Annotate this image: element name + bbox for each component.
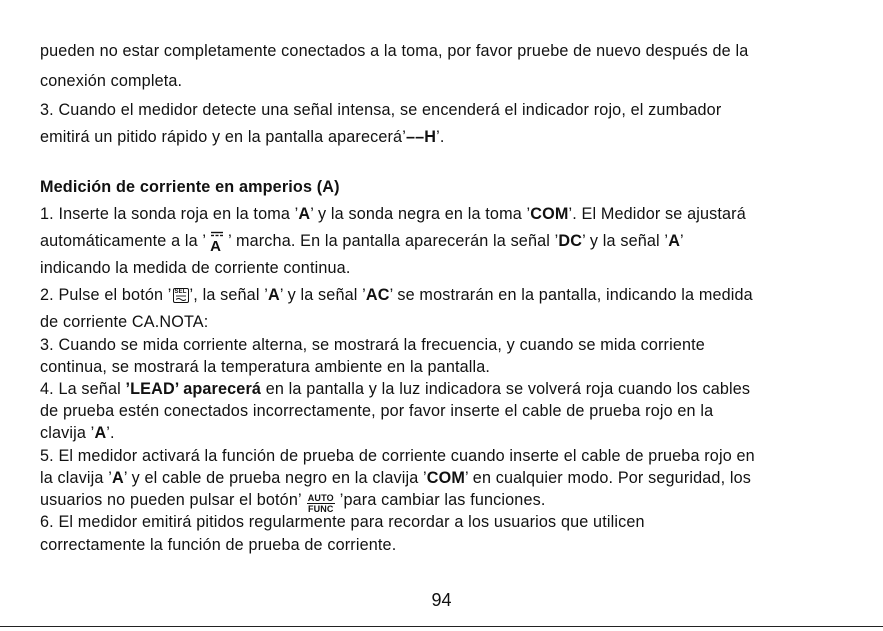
- icon-letter: A: [210, 238, 222, 255]
- text: 5. El medidor activará la función de prueba de corriente cuando inserte el cable de prueba rojo en: [40, 447, 755, 465]
- lead-warning-text: ’LEAD’ aparecerá: [125, 380, 262, 398]
- icon-label: SEL: [174, 289, 187, 295]
- text: ’: [680, 232, 684, 250]
- text: usuarios no pueden pulsar el botón’: [40, 491, 302, 509]
- text: automáticamente a la ’: [40, 232, 207, 250]
- text-line: [40, 423, 115, 443]
- text: ’ y el cable de prueba negro en la clavija ’: [123, 469, 427, 487]
- signal-label: DC: [558, 232, 583, 250]
- text-line: [40, 512, 645, 532]
- text: de prueba estén conectados incorrectamente, por favor inserte el cable de prueba rojo en la: [40, 402, 714, 420]
- text: ’ se mostrarán en la pantalla, indicando la medida: [389, 286, 753, 304]
- text-line: [40, 468, 751, 488]
- text: 3. Cuando se mida corriente alterna, se mostrará la frecuencia, y cuando se mida corriente: [40, 336, 705, 354]
- icon-label: AUTO: [307, 493, 334, 503]
- text: ’. El Medidor se ajustará: [568, 205, 746, 223]
- text: indicando la medida de corriente continua.: [40, 259, 351, 277]
- text: ’ y la señal ’: [582, 232, 669, 250]
- text-line: [40, 285, 753, 305]
- text: ’.: [106, 424, 115, 442]
- bottom-divider: [0, 626, 883, 627]
- text-line: [40, 41, 748, 61]
- jack-label: A: [94, 424, 107, 442]
- text-line: [40, 401, 713, 421]
- text: 6. El medidor emitirá pitidos regularmente para recordar a los usuarios que utilicen: [40, 513, 645, 531]
- text-line: [40, 379, 750, 399]
- text: 2. Pulse el botón ’: [40, 286, 172, 304]
- section-heading: Medición de corriente en amperios (A): [40, 178, 340, 196]
- text: correctamente la función de prueba de corriente.: [40, 536, 397, 554]
- text: 1. Inserte la sonda roja en la toma ’: [40, 205, 299, 223]
- text: ’, la señal ’: [189, 286, 268, 304]
- jack-label: A: [298, 205, 311, 223]
- text: ’ y la señal ’: [279, 286, 366, 304]
- text: de corriente CA.NOTA:: [40, 313, 209, 331]
- text: ’ en cualquier modo. Por seguridad, los: [465, 469, 752, 487]
- overload-indicator-text: ––H: [405, 128, 437, 146]
- text: ’ y la sonda negra en la toma ’: [310, 205, 531, 223]
- dc-ampere-icon: [208, 233, 226, 253]
- text: en la pantalla y la luz indicadora se volverá roja cuando los cables: [261, 380, 751, 398]
- text: emitirá un pitido rápido y en la pantalla aparecerá’: [40, 128, 406, 146]
- text: continua, se mostrará la temperatura ambiente en la pantalla.: [40, 358, 491, 376]
- signal-label: A: [267, 286, 280, 304]
- text-line: [40, 100, 721, 120]
- text-line: [40, 312, 208, 332]
- text-line: [40, 446, 755, 466]
- jack-label: COM: [530, 205, 569, 223]
- signal-label: A: [668, 232, 681, 250]
- text-line: [40, 335, 705, 355]
- text: pueden no estar completamente conectados a la toma, por favor pruebe de nuevo después de la: [40, 42, 749, 60]
- signal-label: AC: [365, 286, 390, 304]
- text-line: [40, 127, 445, 147]
- text-line: [40, 204, 746, 224]
- jack-label: A: [111, 469, 124, 487]
- icon-label: FUNC: [307, 504, 334, 514]
- text: ’para cambiar las funciones.: [339, 491, 546, 509]
- text: clavija ’: [40, 424, 95, 442]
- text: ’.: [436, 128, 445, 146]
- text-line: [40, 535, 396, 555]
- jack-label: COM: [426, 469, 466, 487]
- text: conexión completa.: [40, 72, 183, 90]
- text: 4. La señal: [40, 380, 126, 398]
- text-line: [40, 357, 490, 377]
- text-line: [40, 258, 350, 278]
- text-line: [40, 71, 182, 91]
- text: 3. Cuando el medidor detecte una señal intensa, se encenderá el indicador rojo, el zumbador: [40, 101, 722, 119]
- sel-button-icon: [173, 288, 189, 303]
- text: la clavija ’: [40, 469, 112, 487]
- text: ’ marcha. En la pantalla aparecerán la señal ’: [228, 232, 559, 250]
- text-line: [40, 231, 684, 253]
- page-number: 94: [431, 590, 452, 610]
